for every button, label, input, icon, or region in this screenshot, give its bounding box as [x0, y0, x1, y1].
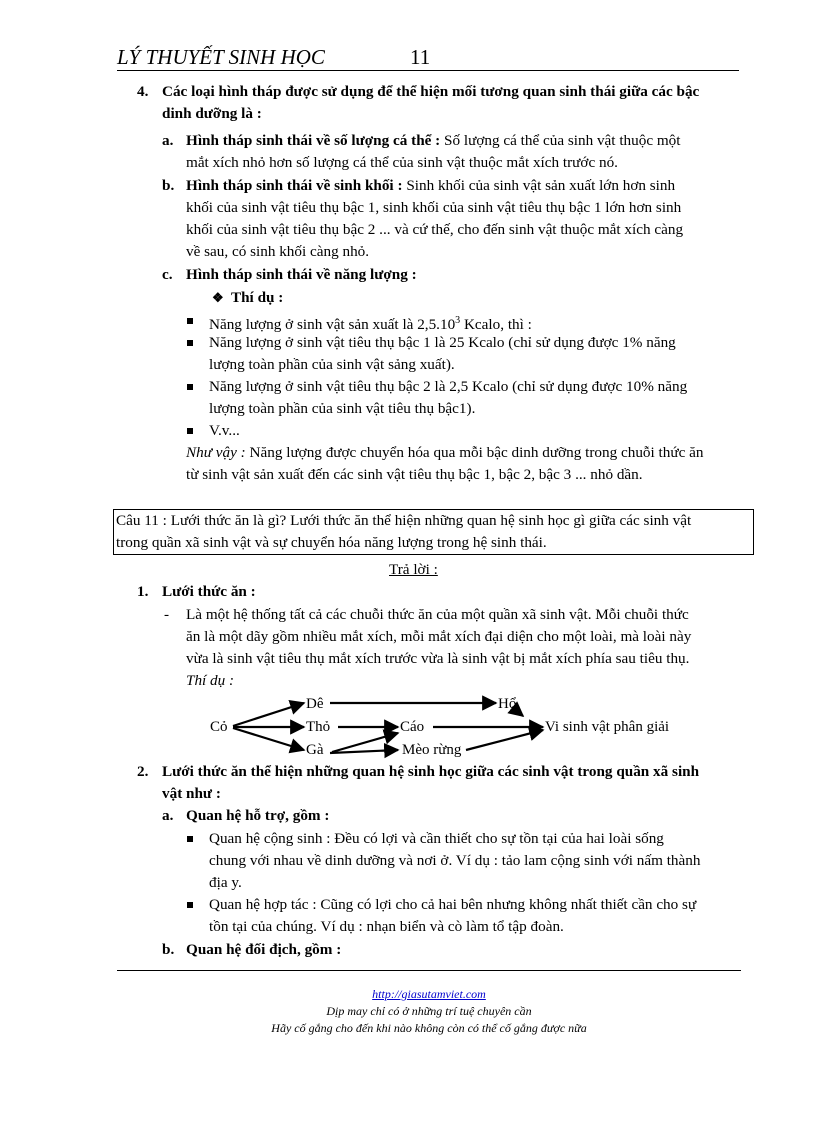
s1-title: Lưới thức ăn :: [162, 583, 256, 600]
conclusion-line2: từ sinh vật sản xuất đến các sinh vật tiêu thụ bậc 1, bậc 2, bậc 3 ... nhỏ dần.: [186, 466, 643, 483]
s1-dash: -: [164, 606, 170, 623]
footer-link[interactable]: http://giasutamviet.com: [372, 987, 486, 1001]
footer-link-row: [117, 986, 741, 1002]
arrow-ga-cao: [332, 733, 398, 752]
section4-b-text: Sinh khối của sinh vật sản xuất lớn hơn sinh: [402, 177, 676, 194]
bullet1-text: [209, 311, 532, 335]
page-number: 11: [410, 45, 431, 69]
section4-b-line2: khối của sinh vật tiêu thụ bậc 1, sinh khối của sinh vật tiêu thụ bậc 1 lớn hơn sinh: [186, 199, 682, 216]
bullet1-pre: Năng lượng ở sinh vật sản xuất là 2,5.10: [209, 316, 456, 334]
square-bullet-icon: [187, 902, 193, 908]
s2-bullet1-line1: Quan hệ cộng sinh : Đều có lợi và cần thiết cho sự tồn tại của hai loài sống: [209, 830, 664, 847]
footer-rule: [117, 970, 741, 971]
bullet1-sup: 3: [455, 315, 461, 326]
section4-a-line2: mắt xích nhỏ hơn số lượng cá thể của sinh vật thuộc mắt xích trước nó.: [186, 154, 618, 171]
conclusion-line1: [186, 443, 703, 463]
food-web-diagram: [200, 690, 720, 760]
s1-line3: vừa là sinh vật tiêu thụ mắt xích trước vừa là sinh vật bị mắt xích phía sau tiêu thụ.: [186, 650, 690, 667]
node-de: Dê: [306, 696, 324, 712]
answer-label: Trả lời :: [389, 561, 438, 578]
example-label: Thí dụ :: [230, 289, 284, 306]
square-bullet-icon: [187, 384, 193, 390]
diamond-bullet-icon: ❖: [212, 290, 224, 305]
s2-bullet2-line2: tồn tại của chúng. Ví dụ : nhạn biển và cò làm tổ tập đoàn.: [209, 918, 564, 935]
section4-b-line1: [186, 176, 675, 196]
node-tho: Thỏ: [306, 719, 331, 735]
s2-bullet2-line1: Quan hệ hợp tác : Cũng có lợi cho cả hai bên nhưng không nhất thiết cần cho sự: [209, 896, 697, 913]
s2-b-label: b.: [162, 941, 175, 958]
node-ga: Gà: [306, 742, 324, 758]
footer-line1: Dịp may chỉ có ở những trí tuệ chuyên cần: [326, 1004, 532, 1018]
s2-b-title: Quan hệ đối địch, gồm :: [186, 941, 342, 958]
s2-title-line1: Lưới thức ăn thể hiện những quan hệ sinh học giữa các sinh vật trong quần xã sinh: [162, 763, 700, 780]
bullet1-post: Kcalo, thì :: [460, 316, 532, 334]
bullet3-line1: Năng lượng ở sinh vật tiêu thụ bậc 2 là 2,5 Kcalo (chỉ sử dụng được 10% năng: [209, 378, 688, 395]
section4-title-line1: Các loại hình tháp được sử dụng để thể hiện mối tương quan sinh thái giữa các bậc: [162, 83, 700, 100]
section4-number: 4.: [137, 83, 149, 100]
s1-number: 1.: [137, 583, 149, 600]
s2-number: 2.: [137, 763, 149, 780]
footer-line2: Hãy cố gắng cho đến khi nào không còn có thể cố gắng được nữa: [271, 1021, 587, 1035]
node-ho: Hổ: [498, 696, 517, 712]
bullet2-line1: Năng lượng ở sinh vật tiêu thụ bậc 1 là 25 Kcalo (chỉ sử dụng được 1% năng: [209, 334, 676, 351]
s1-line2: ăn là một dãy gồm nhiều mắt xích, mỗi mắt xích đại diện cho một loài, mà loài này: [186, 628, 692, 645]
node-vsv: Vi sinh vật phân giải: [545, 719, 670, 735]
question-line2: trong quần xã sinh vật và sự chuyển hóa năng lượng trong hệ sinh thái.: [116, 534, 547, 551]
section4-b-line4: về sau, có sinh khối càng nhỏ.: [186, 243, 370, 260]
section4-c-title: Hình tháp sinh thái về năng lượng :: [186, 266, 417, 283]
section4-b-label: b.: [162, 177, 175, 194]
arrow-co-de: [233, 703, 304, 726]
s2-a-title: Quan hệ hỗ trợ, gồm :: [186, 807, 330, 824]
s2-bullet1-line3: địa y.: [209, 874, 242, 891]
section4-a-label: a.: [162, 132, 174, 149]
s2-bullet1-line2: chung với nhau về dinh dưỡng và nơi ở. Ví dụ : tảo lam cộng sinh với nấm thành: [209, 852, 701, 869]
node-co: Cỏ: [210, 719, 228, 735]
square-bullet-icon: [187, 318, 193, 324]
header-title: LÝ THUYẾT SINH HỌC: [117, 45, 325, 69]
section4-b-line3: khối của sinh vật tiêu thụ bậc 2 ... và cứ thế, cho đến sinh vật thuộc mắt xích càng: [186, 221, 684, 238]
arrow-co-ga: [233, 728, 304, 750]
s1-line1: Là một hệ thống tất cả các chuỗi thức ăn của một quần xã sinh vật. Mỗi chuỗi thức: [186, 606, 689, 623]
conclusion-label: Như vậy :: [186, 444, 246, 461]
node-cao: Cáo: [400, 719, 425, 735]
section4-a-title: Hình tháp sinh thái về số lượng cá thể :: [186, 132, 441, 149]
example-heading: [212, 288, 283, 308]
bullet2-line2: lượng toàn phần của sinh vật sảng xuất).: [209, 356, 455, 373]
question-line1: Câu 11 : Lưới thức ăn là gì? Lưới thức ăn thể hiện những quan hệ sinh học gì giữa các sinh vật: [116, 512, 692, 529]
node-meo: Mèo rừng: [402, 742, 462, 758]
square-bullet-icon: [187, 428, 193, 434]
bullet3-line2: lượng toàn phần của sinh vật tiêu thụ bậc1).: [209, 400, 476, 417]
section4-a-text: Số lượng cá thể của sinh vật thuộc một: [440, 132, 681, 149]
s2-a-label: a.: [162, 807, 174, 824]
page-header: [117, 44, 739, 71]
arrow-meo-vsv: [466, 730, 543, 750]
bullet4-text: V.v...: [209, 422, 240, 439]
square-bullet-icon: [187, 836, 193, 842]
s2-title-line2: vật như :: [162, 785, 221, 802]
conclusion-text: Năng lượng được chuyển hóa qua mỗi bậc dinh dưỡng trong chuỗi thức ăn: [245, 444, 704, 461]
section4-a-line1: [186, 131, 680, 151]
square-bullet-icon: [187, 340, 193, 346]
section4-title-line2: dinh dưỡng là :: [162, 105, 262, 122]
s1-example: Thí dụ :: [186, 672, 235, 689]
section4-c-label: c.: [162, 266, 173, 283]
section4-b-title: Hình tháp sinh thái về sinh khối :: [186, 177, 403, 194]
